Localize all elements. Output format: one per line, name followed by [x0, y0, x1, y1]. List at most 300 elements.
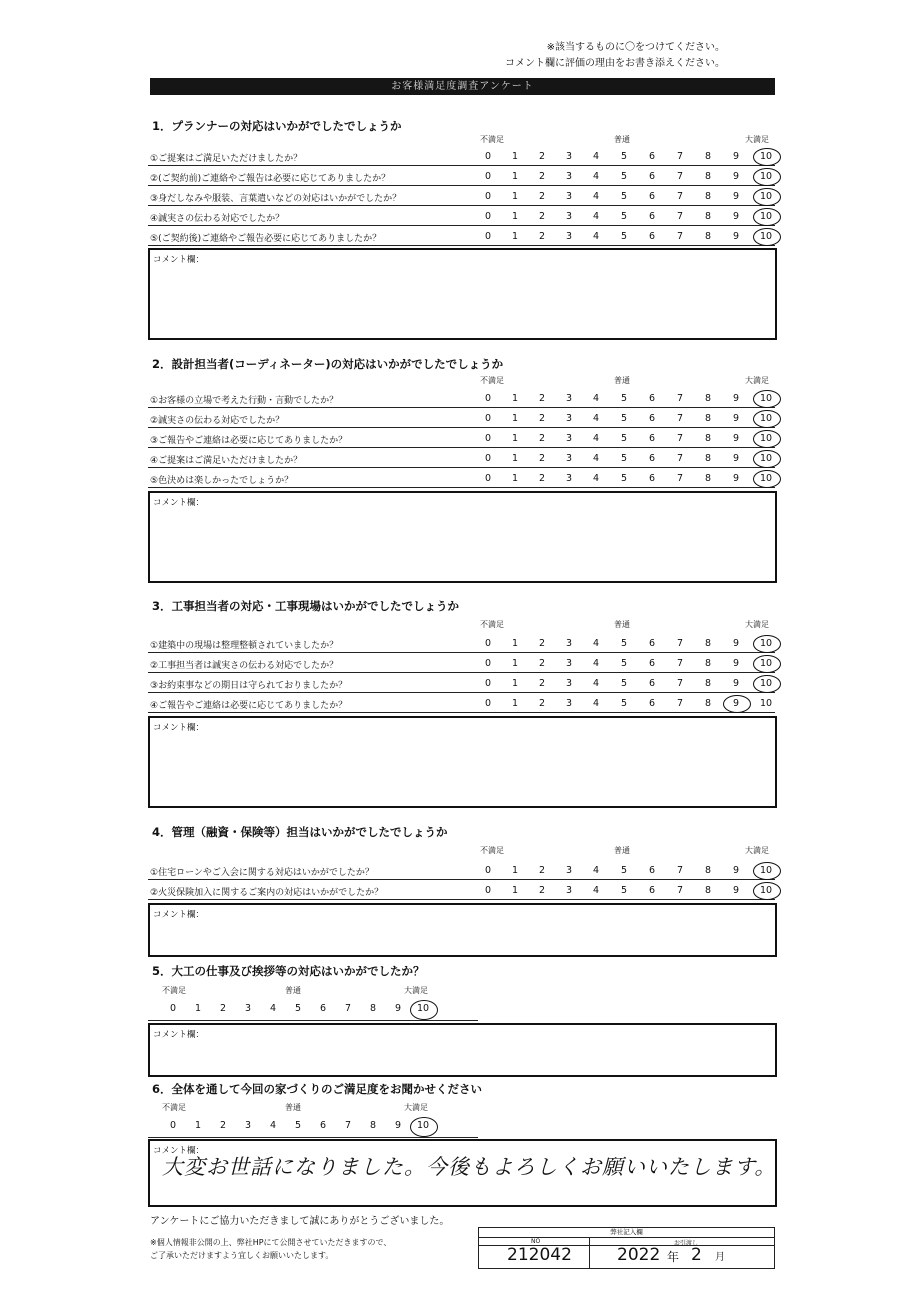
rating-option[interactable]: 7 — [676, 393, 684, 404]
rating-option[interactable]: 1 — [511, 171, 519, 182]
rating-option[interactable]: 5 — [620, 231, 628, 242]
scale-mid: 普通 — [285, 986, 301, 995]
question-row — [148, 674, 775, 693]
selected-rating-circle — [753, 862, 781, 880]
rating-option[interactable]: 4 — [592, 231, 600, 242]
rating-option[interactable]: 8 — [704, 473, 712, 484]
question-text: ①お客様の立場で考えた行動・言動でしたか？ — [150, 396, 339, 406]
rating-option[interactable]: 10 — [759, 171, 773, 182]
rating-option[interactable]: 9 — [732, 231, 740, 242]
rating-option[interactable]: 2 — [219, 1003, 227, 1014]
section-5-scale[interactable] — [148, 1000, 478, 1020]
rating-option[interactable]: 0 — [484, 413, 492, 424]
rating-option[interactable]: 5 — [620, 413, 628, 424]
rating-option[interactable]: 10 — [759, 151, 773, 162]
rating-option[interactable]: 8 — [704, 678, 712, 689]
month-unit: 月 — [715, 1252, 725, 1263]
rating-option[interactable]: 7 — [676, 885, 684, 896]
rating-option[interactable]: 8 — [704, 171, 712, 182]
rating-option[interactable]: 2 — [538, 658, 546, 669]
rating-option[interactable]: 7 — [676, 453, 684, 464]
rating-option[interactable]: 2 — [538, 473, 546, 484]
rating-option[interactable]: 4 — [269, 1120, 277, 1131]
rating-option[interactable]: 6 — [319, 1120, 327, 1131]
rating-option[interactable]: 1 — [511, 678, 519, 689]
selected-rating-circle — [753, 655, 781, 673]
rating-option[interactable]: 0 — [484, 231, 492, 242]
rating-option[interactable]: 9 — [732, 211, 740, 222]
rating-option[interactable]: 9 — [732, 433, 740, 444]
selected-rating-circle — [753, 882, 781, 900]
rating-option[interactable]: 5 — [620, 885, 628, 896]
rating-option[interactable]: 3 — [565, 191, 573, 202]
rating-option[interactable]: 2 — [538, 393, 546, 404]
rating-option[interactable]: 2 — [538, 211, 546, 222]
rating-option[interactable]: 0 — [484, 678, 492, 689]
scale-high: 大満足 — [745, 620, 769, 629]
rating-option[interactable]: 0 — [484, 885, 492, 896]
rating-option[interactable]: 0 — [484, 151, 492, 162]
rating-option[interactable]: 6 — [648, 231, 656, 242]
rating-option[interactable]: 5 — [620, 393, 628, 404]
rating-option[interactable]: 8 — [704, 698, 712, 709]
comment-label: コメント欄： — [153, 910, 205, 920]
rating-option[interactable]: 4 — [592, 191, 600, 202]
rating-option[interactable]: 10 — [759, 393, 773, 404]
rating-option[interactable]: 8 — [704, 885, 712, 896]
scale-low: 不満足 — [480, 846, 504, 855]
question-text: ④ご提案はご満足いただけましたか？ — [150, 456, 303, 466]
rating-option[interactable]: 5 — [620, 433, 628, 444]
rating-option[interactable]: 5 — [620, 865, 628, 876]
rating-option[interactable]: 2 — [538, 231, 546, 242]
rating-option[interactable]: 10 — [759, 231, 773, 242]
question-text: ②(ご契約前)ご連絡やご報告は必要に応じてありましたか？ — [150, 174, 391, 184]
rating-option[interactable]: 1 — [511, 393, 519, 404]
section-5-comment-box[interactable] — [148, 1023, 777, 1077]
rating-option[interactable]: 3 — [565, 698, 573, 709]
question-text: ③身だしなみや服装、言葉遣いなどの対応はいかがでしたか？ — [150, 194, 402, 204]
no-value: 212042 — [507, 1245, 572, 1265]
rating-option[interactable]: 0 — [169, 1003, 177, 1014]
rating-option[interactable]: 6 — [648, 698, 656, 709]
rating-option[interactable]: 8 — [369, 1003, 377, 1014]
rating-option[interactable]: 1 — [511, 658, 519, 669]
question-row — [148, 469, 775, 488]
date-label: お引渡し — [674, 1240, 699, 1247]
rating-option[interactable]: 0 — [484, 698, 492, 709]
rating-option[interactable]: 9 — [732, 678, 740, 689]
rating-option[interactable]: 4 — [592, 473, 600, 484]
comment-label: コメント欄： — [153, 255, 205, 265]
rating-option[interactable]: 6 — [648, 678, 656, 689]
rating-option[interactable]: 6 — [648, 151, 656, 162]
scale-low: 不満足 — [162, 1103, 186, 1112]
scale-high: 大満足 — [745, 846, 769, 855]
rating-option[interactable]: 7 — [676, 678, 684, 689]
selected-rating-circle — [753, 208, 781, 226]
rating-option[interactable]: 7 — [676, 231, 684, 242]
rating-option[interactable]: 4 — [592, 865, 600, 876]
selected-rating-circle — [753, 470, 781, 488]
section-4-comment-box[interactable] — [148, 903, 777, 957]
question-text: ②工事担当者は誠実さの伝わる対応でしたか？ — [150, 661, 339, 671]
rating-option[interactable]: 4 — [592, 433, 600, 444]
selected-rating-circle — [753, 148, 781, 166]
rating-option[interactable]: 9 — [732, 393, 740, 404]
rating-option[interactable]: 5 — [620, 658, 628, 669]
divider — [148, 1137, 478, 1138]
rating-option[interactable]: 1 — [511, 698, 519, 709]
rating-option[interactable]: 8 — [704, 413, 712, 424]
rating-option[interactable]: 2 — [538, 638, 546, 649]
rating-option[interactable]: 6 — [648, 413, 656, 424]
rating-option[interactable]: 4 — [592, 638, 600, 649]
rating-option[interactable]: 10 — [759, 885, 773, 896]
rating-option[interactable]: 3 — [244, 1003, 252, 1014]
question-row — [148, 861, 775, 880]
rating-option[interactable]: 10 — [416, 1120, 430, 1131]
rating-option[interactable]: 5 — [620, 698, 628, 709]
scale-mid: 普通 — [614, 135, 630, 144]
question-text: ④誠実さの伝わる対応でしたか？ — [150, 214, 285, 224]
question-row — [148, 187, 775, 206]
rating-option[interactable]: 4 — [592, 698, 600, 709]
rating-option[interactable]: 8 — [704, 211, 712, 222]
rating-option[interactable]: 1 — [511, 413, 519, 424]
rating-option[interactable]: 7 — [344, 1003, 352, 1014]
rating-option[interactable]: 4 — [592, 453, 600, 464]
question-text: ⑤(ご契約後)ご連絡やご報告必要に応じてありましたか？ — [150, 234, 382, 244]
instructions — [505, 40, 725, 72]
scale-low: 不満足 — [480, 620, 504, 629]
rating-option[interactable]: 5 — [294, 1120, 302, 1131]
rating-option[interactable]: 0 — [484, 211, 492, 222]
instruction-circle: ※該当するものに〇をつけてください。 — [546, 42, 725, 53]
selected-rating-circle — [753, 188, 781, 206]
rating-option[interactable]: 1 — [511, 473, 519, 484]
rating-option[interactable]: 6 — [648, 453, 656, 464]
rating-option[interactable]: 7 — [676, 211, 684, 222]
instruction-comment: コメント欄に評価の理由をお書き添えください。 — [505, 58, 725, 69]
rating-option[interactable]: 8 — [704, 231, 712, 242]
question-text: ③お約束事などの期日は守られておりましたか？ — [150, 681, 348, 691]
rating-option[interactable]: 1 — [511, 211, 519, 222]
rating-option[interactable]: 2 — [538, 413, 546, 424]
rating-option[interactable]: 2 — [538, 885, 546, 896]
rating-option[interactable]: 0 — [484, 171, 492, 182]
selected-rating-circle — [753, 228, 781, 246]
rating-option[interactable]: 1 — [194, 1003, 202, 1014]
rating-option[interactable]: 2 — [538, 453, 546, 464]
rating-option[interactable]: 0 — [484, 453, 492, 464]
selected-rating-circle — [753, 168, 781, 186]
question-row — [148, 634, 775, 653]
rating-option[interactable]: 6 — [319, 1003, 327, 1014]
rating-option[interactable]: 9 — [394, 1003, 402, 1014]
selected-rating-circle — [753, 430, 781, 448]
thanks-message: アンケートにご協力いただきまして誠にありがとうございました。 — [150, 1216, 450, 1227]
rating-option[interactable]: 9 — [732, 473, 740, 484]
section-4-title: 4．管理（融資・保険等）担当はいかがでしたでしょうか — [152, 825, 448, 839]
rating-option[interactable]: 1 — [511, 231, 519, 242]
question-text: ②誠実さの伝わる対応でしたか？ — [150, 416, 285, 426]
rating-option[interactable]: 1 — [511, 638, 519, 649]
section-3-title: 3．工事担当者の対応・工事現場はいかがでしたでしょうか — [152, 599, 459, 613]
question-text: ⑤色決めは楽しかったでしょうか？ — [150, 476, 294, 486]
rating-option[interactable]: 8 — [369, 1120, 377, 1131]
selected-rating-circle — [753, 635, 781, 653]
rating-option[interactable]: 6 — [648, 658, 656, 669]
rating-option[interactable]: 6 — [648, 473, 656, 484]
handwritten-comment: 大変お世話になりました。今後もよろしくお願いいたします。 — [162, 1155, 777, 1179]
selected-rating-circle — [410, 1117, 438, 1137]
selected-rating-circle — [723, 695, 751, 713]
rating-option[interactable]: 6 — [648, 191, 656, 202]
privacy-note — [150, 1236, 391, 1262]
question-row — [148, 654, 775, 673]
rating-option[interactable]: 7 — [676, 433, 684, 444]
rating-option[interactable]: 3 — [565, 885, 573, 896]
rating-option[interactable]: 3 — [565, 231, 573, 242]
section-6-comment-box[interactable] — [148, 1139, 777, 1207]
rating-option[interactable]: 7 — [344, 1120, 352, 1131]
rating-option[interactable]: 2 — [538, 865, 546, 876]
rating-option[interactable]: 0 — [484, 191, 492, 202]
rating-option[interactable]: 6 — [648, 393, 656, 404]
section-2-comment-box[interactable] — [148, 491, 777, 583]
rating-option[interactable]: 9 — [732, 638, 740, 649]
question-row — [148, 227, 775, 246]
scale-mid: 普通 — [614, 846, 630, 855]
rating-option[interactable]: 1 — [511, 885, 519, 896]
rating-option[interactable]: 10 — [416, 1003, 430, 1014]
rating-option[interactable]: 9 — [732, 151, 740, 162]
year-unit: 年 — [667, 1250, 680, 1264]
rating-option[interactable]: 4 — [592, 171, 600, 182]
rating-option[interactable]: 3 — [565, 865, 573, 876]
rating-option[interactable]: 1 — [194, 1120, 202, 1131]
rating-option[interactable]: 9 — [394, 1120, 402, 1131]
rating-option[interactable]: 9 — [732, 171, 740, 182]
rating-option[interactable]: 3 — [565, 211, 573, 222]
rating-option[interactable]: 4 — [592, 885, 600, 896]
rating-option[interactable]: 9 — [732, 698, 740, 709]
rating-option[interactable]: 7 — [676, 473, 684, 484]
rating-option[interactable]: 5 — [620, 638, 628, 649]
section-6-title: 6．全体を通して今回の家づくりのご満足度をお聞かせください — [152, 1082, 482, 1096]
rating-option[interactable]: 7 — [676, 171, 684, 182]
comment-label: コメント欄： — [153, 1146, 205, 1156]
rating-option[interactable]: 10 — [759, 211, 773, 222]
question-row — [148, 449, 775, 468]
rating-option[interactable]: 7 — [676, 413, 684, 424]
rating-option[interactable]: 9 — [732, 453, 740, 464]
rating-option[interactable]: 4 — [592, 211, 600, 222]
rating-option[interactable]: 4 — [592, 393, 600, 404]
rating-option[interactable]: 6 — [648, 885, 656, 896]
scale-high: 大満足 — [745, 376, 769, 385]
rating-option[interactable]: 0 — [484, 638, 492, 649]
question-text: ①ご提案はご満足いただけましたか？ — [150, 154, 303, 164]
rating-option[interactable]: 10 — [759, 865, 773, 876]
rating-option[interactable]: 4 — [592, 658, 600, 669]
rating-option[interactable]: 1 — [511, 151, 519, 162]
question-row — [148, 167, 775, 186]
scale-high: 大満足 — [404, 1103, 428, 1112]
rating-option[interactable]: 4 — [592, 413, 600, 424]
selected-rating-circle — [753, 410, 781, 428]
rating-option[interactable]: 3 — [565, 453, 573, 464]
rating-option[interactable]: 10 — [759, 698, 773, 709]
rating-option[interactable]: 8 — [704, 191, 712, 202]
rating-option[interactable]: 6 — [648, 211, 656, 222]
rating-option[interactable]: 10 — [759, 413, 773, 424]
rating-option[interactable]: 10 — [759, 473, 773, 484]
scale-mid: 普通 — [285, 1103, 301, 1112]
rating-option[interactable]: 5 — [620, 473, 628, 484]
rating-option[interactable]: 5 — [620, 211, 628, 222]
rating-option[interactable]: 5 — [620, 191, 628, 202]
office-label: 弊社記入欄 — [479, 1228, 774, 1238]
comment-label: コメント欄： — [153, 1030, 205, 1040]
question-text: ④ご報告やご連絡は必要に応じてありましたか？ — [150, 701, 348, 711]
question-text: ①建築中の現場は整理整頓されていましたか？ — [150, 641, 339, 651]
rating-option[interactable]: 10 — [759, 453, 773, 464]
section-6-scale[interactable] — [148, 1117, 478, 1137]
rating-option[interactable]: 3 — [565, 473, 573, 484]
question-row — [148, 881, 775, 900]
rating-option[interactable]: 9 — [732, 885, 740, 896]
scale-low: 不満足 — [480, 376, 504, 385]
year-value: 2022 — [617, 1245, 661, 1265]
rating-option[interactable]: 4 — [592, 678, 600, 689]
office-use-box — [478, 1227, 775, 1269]
month-value: 2 — [691, 1245, 702, 1265]
section-5-title: 5．大工の仕事及び挨拶等の対応はいかがでしたか？ — [152, 964, 425, 978]
rating-option[interactable]: 2 — [538, 678, 546, 689]
selected-rating-circle — [753, 675, 781, 693]
rating-option[interactable]: 8 — [704, 453, 712, 464]
rating-option[interactable]: 7 — [676, 865, 684, 876]
rating-option[interactable]: 2 — [538, 191, 546, 202]
rating-option[interactable]: 2 — [538, 151, 546, 162]
rating-option[interactable]: 7 — [676, 638, 684, 649]
rating-option[interactable]: 7 — [676, 658, 684, 669]
question-row — [148, 694, 775, 713]
comment-label: コメント欄： — [153, 498, 205, 508]
no-label: NO — [531, 1238, 541, 1245]
rating-option[interactable]: 3 — [244, 1120, 252, 1131]
rating-option[interactable]: 0 — [484, 865, 492, 876]
rating-option[interactable]: 8 — [704, 151, 712, 162]
rating-option[interactable]: 6 — [648, 638, 656, 649]
rating-option[interactable]: 6 — [648, 433, 656, 444]
rating-option[interactable]: 3 — [565, 658, 573, 669]
rating-option[interactable]: 2 — [538, 698, 546, 709]
scale-mid: 普通 — [614, 620, 630, 629]
rating-option[interactable]: 2 — [538, 171, 546, 182]
rating-option[interactable]: 9 — [732, 413, 740, 424]
rating-option[interactable]: 10 — [759, 658, 773, 669]
scale-low: 不満足 — [162, 986, 186, 995]
rating-option[interactable]: 1 — [511, 191, 519, 202]
section-3-comment-box[interactable] — [148, 716, 777, 808]
rating-option[interactable]: 3 — [565, 393, 573, 404]
rating-option[interactable]: 6 — [648, 865, 656, 876]
rating-option[interactable]: 3 — [565, 433, 573, 444]
rating-option[interactable]: 9 — [732, 658, 740, 669]
rating-option[interactable]: 5 — [620, 453, 628, 464]
rating-option[interactable]: 2 — [219, 1120, 227, 1131]
question-row — [148, 429, 775, 448]
rating-option[interactable]: 10 — [759, 678, 773, 689]
rating-option[interactable]: 8 — [704, 638, 712, 649]
question-text: ②火災保険加入に関するご案内の対応はいかがでしたか？ — [150, 888, 384, 898]
rating-option[interactable]: 5 — [620, 678, 628, 689]
rating-option[interactable]: 9 — [732, 865, 740, 876]
rating-option[interactable]: 10 — [759, 433, 773, 444]
rating-option[interactable]: 1 — [511, 433, 519, 444]
rating-option[interactable]: 2 — [538, 433, 546, 444]
rating-option[interactable]: 5 — [620, 171, 628, 182]
rating-option[interactable]: 5 — [620, 151, 628, 162]
rating-option[interactable]: 8 — [704, 865, 712, 876]
rating-option[interactable]: 7 — [676, 698, 684, 709]
question-row — [148, 147, 775, 166]
rating-option[interactable]: 8 — [704, 393, 712, 404]
rating-option[interactable]: 10 — [759, 638, 773, 649]
selected-rating-circle — [753, 390, 781, 408]
rating-option[interactable]: 5 — [294, 1003, 302, 1014]
rating-option[interactable]: 3 — [565, 151, 573, 162]
rating-option[interactable]: 3 — [565, 678, 573, 689]
rating-option[interactable]: 0 — [484, 473, 492, 484]
rating-option[interactable]: 8 — [704, 658, 712, 669]
section-1-comment-box[interactable] — [148, 248, 777, 340]
question-text: ①住宅ローンやご入会に関する対応はいかがでしたか？ — [150, 868, 374, 878]
section-1-title: 1．プランナーの対応はいかがでしたでしょうか — [152, 119, 402, 133]
rating-option[interactable]: 10 — [759, 191, 773, 202]
rating-option[interactable]: 3 — [565, 638, 573, 649]
rating-option[interactable]: 0 — [169, 1120, 177, 1131]
rating-option[interactable]: 3 — [565, 413, 573, 424]
question-row — [148, 389, 775, 408]
rating-option[interactable]: 4 — [592, 151, 600, 162]
rating-option[interactable]: 1 — [511, 453, 519, 464]
scale-mid: 普通 — [614, 376, 630, 385]
rating-option[interactable]: 0 — [484, 658, 492, 669]
rating-option[interactable]: 7 — [676, 191, 684, 202]
rating-option[interactable]: 6 — [648, 171, 656, 182]
section-2-title: 2．設計担当者(コーディネーター)の対応はいかがでしたでしょうか — [152, 357, 504, 371]
scale-low: 不満足 — [480, 135, 504, 144]
question-row — [148, 409, 775, 428]
rating-option[interactable]: 0 — [484, 433, 492, 444]
rating-option[interactable]: 9 — [732, 191, 740, 202]
rating-option[interactable]: 0 — [484, 393, 492, 404]
rating-option[interactable]: 1 — [511, 865, 519, 876]
scale-high: 大満足 — [404, 986, 428, 995]
privacy-line-2: ご了承いただけますよう宜しくお願いいたします。 — [150, 1251, 334, 1260]
question-row — [148, 207, 775, 226]
rating-option[interactable]: 8 — [704, 433, 712, 444]
scale-high: 大満足 — [745, 135, 769, 144]
rating-option[interactable]: 7 — [676, 151, 684, 162]
question-text: ③ご報告やご連絡は必要に応じてありましたか？ — [150, 436, 348, 446]
rating-option[interactable]: 4 — [269, 1003, 277, 1014]
rating-option[interactable]: 3 — [565, 171, 573, 182]
